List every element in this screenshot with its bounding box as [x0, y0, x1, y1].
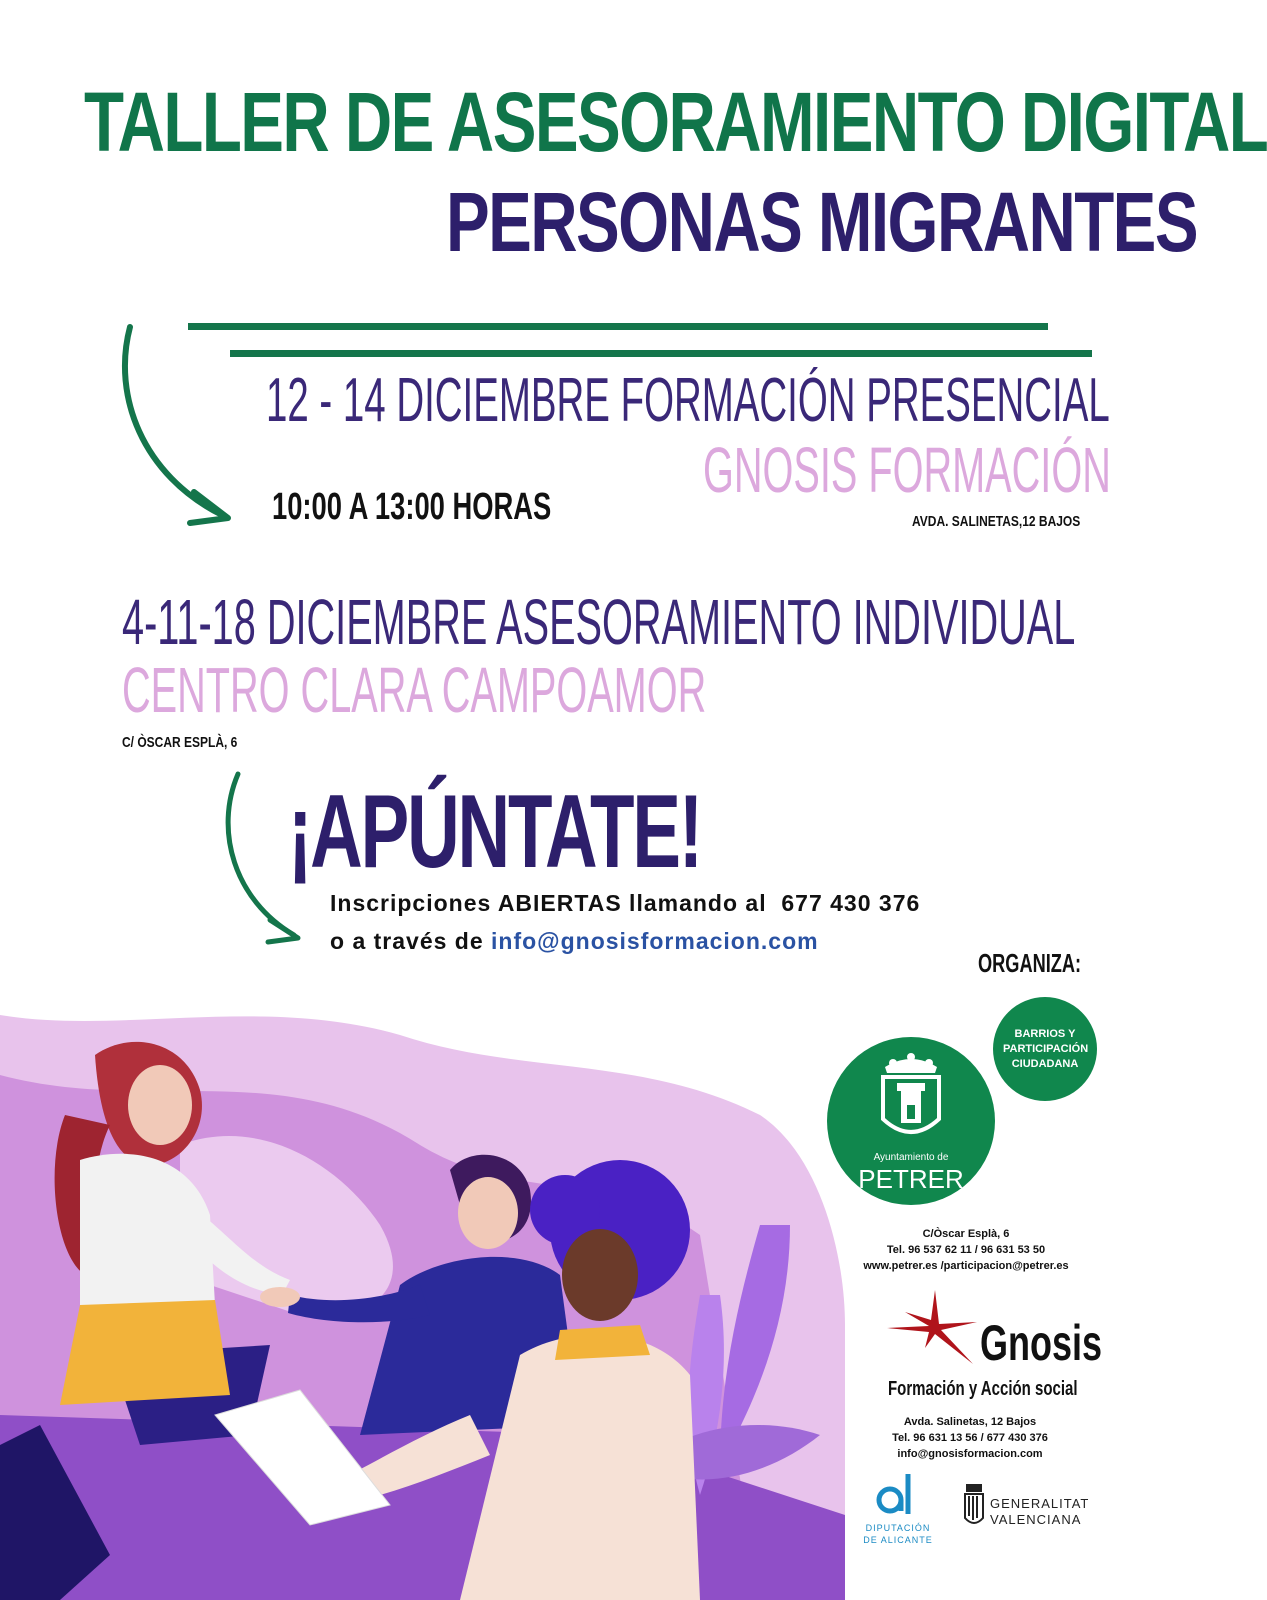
petrer-logo: [827, 1037, 995, 1205]
barrios-badge-text: BARRIOS Y PARTICIPACIÓN CIUDADANA: [1003, 1027, 1089, 1070]
diputacion-label: DIPUTACIÓN DE ALICANTE: [863, 1523, 933, 1545]
petrer-web[interactable]: www.petrer.es /participacion@petrer.es: [863, 1260, 1069, 1272]
gnosis-email[interactable]: info@gnosisformacion.com: [897, 1448, 1043, 1460]
curved-arrow-icon: [112, 325, 242, 535]
session2-venue: CENTRO CLARA CAMPOAMOR: [122, 654, 707, 726]
gnosis-logo-name: Gnosis: [980, 1315, 1103, 1371]
organiza-label: ORGANIZA:: [978, 948, 1082, 978]
divider-bottom: [230, 350, 1092, 357]
title-line-1: TALLER DE ASESORAMIENTO DIGITAL: [84, 75, 1267, 169]
gnosis-address: Avda. Salinetas, 12 Bajos: [903, 1416, 1037, 1428]
email-link[interactable]: info@gnosisformacion.com: [491, 928, 819, 954]
phone-number: 677 430 376: [781, 890, 921, 916]
gnosis-tel: Tel. 96 631 13 56 / 677 430 376: [892, 1432, 1048, 1444]
divider-top: [188, 323, 1048, 330]
barrios-badge: [993, 997, 1097, 1101]
petrer-logo-small-text: Ayuntamiento de: [873, 1152, 949, 1163]
coat-of-arms-icon: [875, 1049, 947, 1149]
session2-address: C/ ÒSCAR ESPLÀ, 6: [122, 734, 238, 751]
session1-dates: 12 - 14 DICIEMBRE FORMACIÓN PRESENCIAL: [266, 366, 1110, 435]
gnosis-star-icon: [885, 1288, 980, 1368]
contact-line-1-text: Inscripciones ABIERTAS llamando al: [330, 890, 767, 916]
diputacion-logo-icon: [876, 1470, 920, 1520]
petrer-contact: [850, 1226, 1082, 1274]
petrer-logo-name: PETRER: [858, 1164, 964, 1194]
gnosis-contact: [870, 1414, 1070, 1462]
contact-line-2-text: o a través de: [330, 928, 484, 954]
title-line-2: PERSONAS MIGRANTES: [446, 175, 1197, 269]
gnosis-tagline: Formación y Acción social: [888, 1378, 1078, 1400]
session1-venue: GNOSIS FORMACIÓN: [703, 434, 1111, 506]
generalitat-crest-icon: [962, 1482, 986, 1534]
session2-dates: 4-11-18 DICIEMBRE ASESORAMIENTO INDIVIDUAL: [122, 586, 1076, 658]
session1-address: AVDA. SALINETAS,12 BAJOS: [912, 513, 1081, 530]
petrer-address: C/Òscar Esplà, 6: [922, 1228, 1010, 1240]
cta-headline: ¡APÚNTATE!: [288, 774, 702, 890]
contact-line-2: [330, 928, 819, 955]
session1-hours: 10:00 A 13:00 HORAS: [272, 486, 552, 528]
contact-line-1: [330, 890, 920, 917]
generalitat-label: GENERALITAT VALENCIANA: [990, 1496, 1090, 1527]
petrer-tel: Tel. 96 537 62 11 / 96 631 53 50: [886, 1244, 1046, 1256]
handshake-illustration: [0, 995, 845, 1600]
